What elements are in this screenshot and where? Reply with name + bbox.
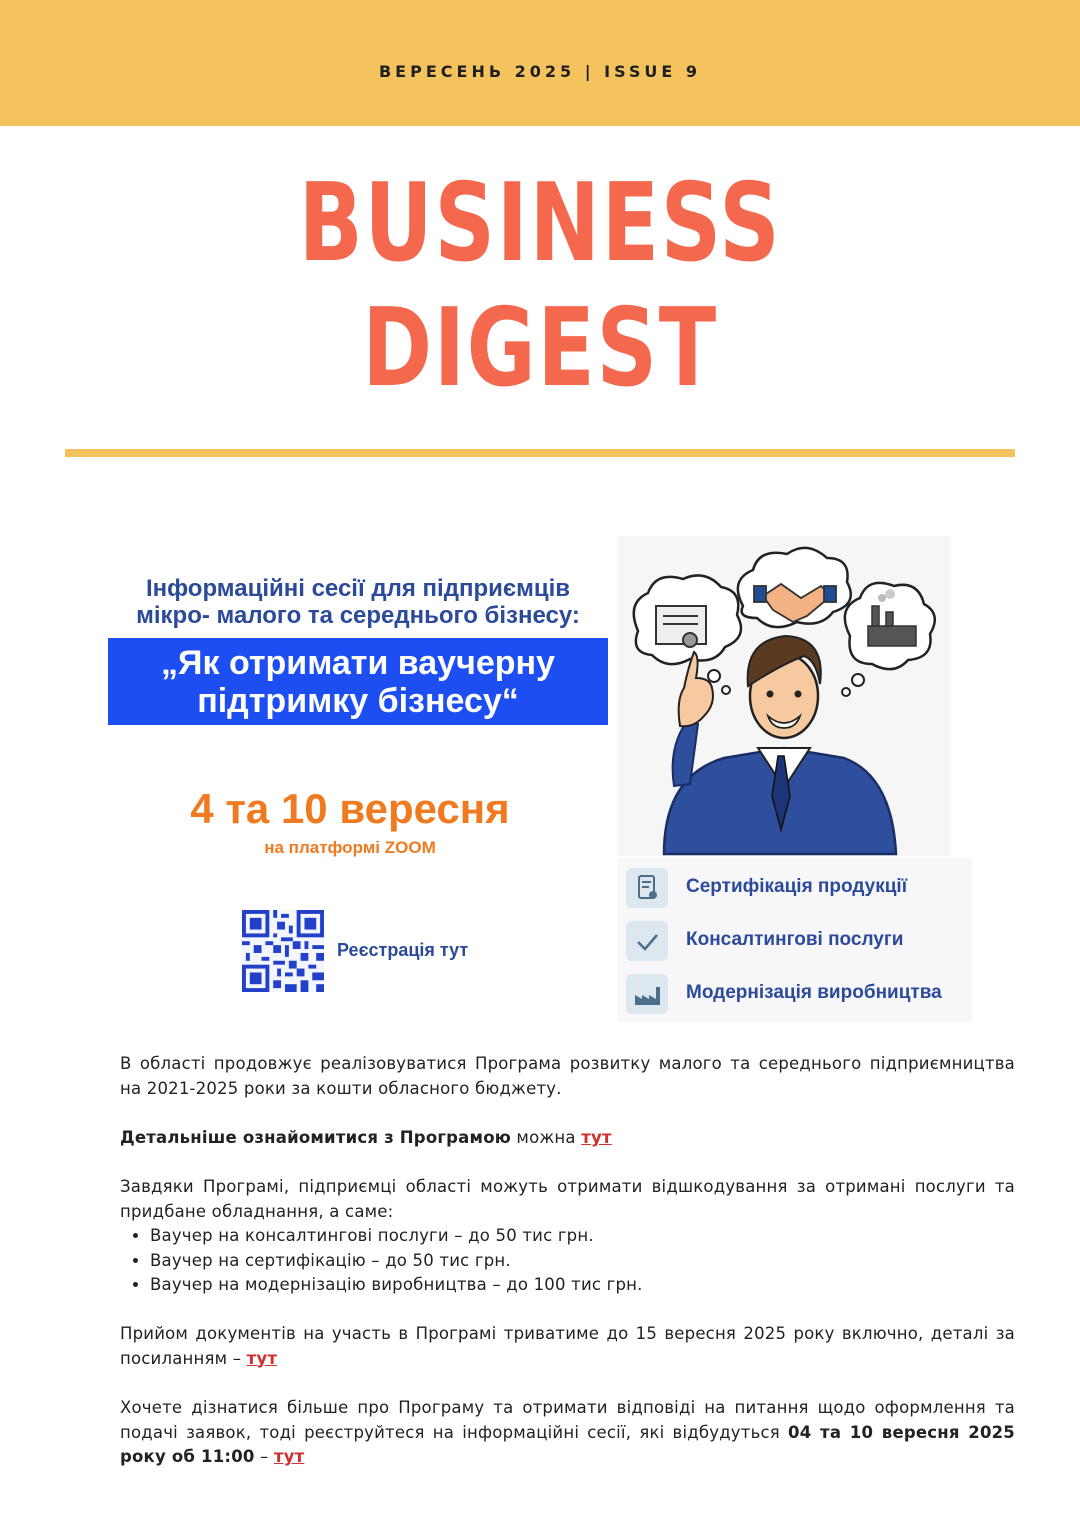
details-bold: Детальніше ознайомитися з Програмою bbox=[120, 1128, 511, 1147]
details-rest: можна bbox=[510, 1128, 582, 1147]
banner-highlight-line-1: „Як отримати ваучерну bbox=[161, 643, 555, 682]
voucher-item: • Ваучер на сертифікацію – до 50 тис грн. bbox=[150, 1249, 1015, 1274]
issue-label: ВЕРЕСЕНЬ 2025 | ISSUE 9 bbox=[378, 62, 702, 81]
certificate-icon bbox=[656, 606, 706, 647]
event-dates: 4 та 10 вересня bbox=[190, 785, 510, 832]
voucher-item: • Ваучер на консалтингові послуги – до 50 тис грн. bbox=[150, 1224, 1015, 1249]
paragraph-deadline bbox=[120, 1322, 1015, 1371]
businessman-illustration bbox=[618, 536, 950, 856]
sessions-date: 04 та 10 вересня 2025 року об 11:00 bbox=[120, 1422, 1015, 1466]
factory-icon bbox=[626, 974, 668, 1014]
sessions-text: Хочете дізнатися більше про Програму та отримати відповіді на питання щодо оформлення та подачі заявок, тоді реєструйтеся на інформаційні сесії, які відбудуться bbox=[120, 1398, 1015, 1442]
checkmark-icon bbox=[626, 921, 668, 961]
benefit-label: Модернізація виробництва bbox=[686, 982, 942, 1003]
paragraph-details bbox=[120, 1126, 1015, 1151]
title-line-1: BUSINESS bbox=[298, 161, 782, 286]
benefit-label: Сертифікація продукції bbox=[686, 876, 908, 897]
event-platform: на платформі ZOOM bbox=[264, 838, 436, 857]
paragraph-benefits bbox=[120, 1175, 1015, 1298]
certificate-icon bbox=[626, 868, 668, 908]
benefit-label: Консалтингові послуги bbox=[686, 929, 904, 950]
registration-link[interactable]: Реєстрація тут bbox=[337, 940, 469, 960]
qr-code-icon[interactable] bbox=[242, 910, 324, 992]
paragraph-program: В області продовжує реалізовуватися Програма розвитку малого та середнього підприємництва на 2021-2025 роки за кошти обласного бюджету. bbox=[120, 1054, 1015, 1098]
sessions-dash: – bbox=[254, 1447, 274, 1466]
deadline-link[interactable]: тут bbox=[246, 1348, 278, 1368]
divider bbox=[65, 449, 1015, 457]
benefit-certification bbox=[626, 866, 966, 906]
banner-heading-line-1: Інформаційні сесії для підприємців bbox=[145, 575, 571, 602]
deadline-text: Прийом документів на участь в Програмі триватиме до 15 вересня 2025 року включно, деталі за посиланням – bbox=[120, 1324, 1015, 1368]
benefits-intro: Завдяки Програмі, підприємці області можуть отримати відшкодування за отримані послуги та придбане обладнання, а саме: bbox=[120, 1177, 1015, 1221]
benefit-modernization bbox=[626, 972, 966, 1012]
banner-heading-line-2: мікро- малого та середнього бізнесу: bbox=[136, 602, 580, 629]
event-banner bbox=[100, 530, 980, 1030]
banner-highlight bbox=[108, 638, 608, 725]
program-link[interactable]: тут bbox=[581, 1128, 612, 1147]
voucher-list bbox=[120, 1224, 1015, 1298]
sessions-link[interactable]: тут bbox=[273, 1447, 305, 1466]
paragraph-sessions bbox=[120, 1396, 1015, 1470]
banner-heading bbox=[100, 575, 616, 629]
title-line-2: DIGEST bbox=[362, 286, 718, 411]
banner-highlight-line-2: підтримку бізнесу“ bbox=[197, 681, 519, 720]
benefits-list bbox=[618, 858, 972, 1022]
benefit-consulting bbox=[626, 919, 966, 959]
voucher-item: • Ваучер на модернізацію виробництва – до 100 тис грн. bbox=[150, 1273, 1015, 1298]
